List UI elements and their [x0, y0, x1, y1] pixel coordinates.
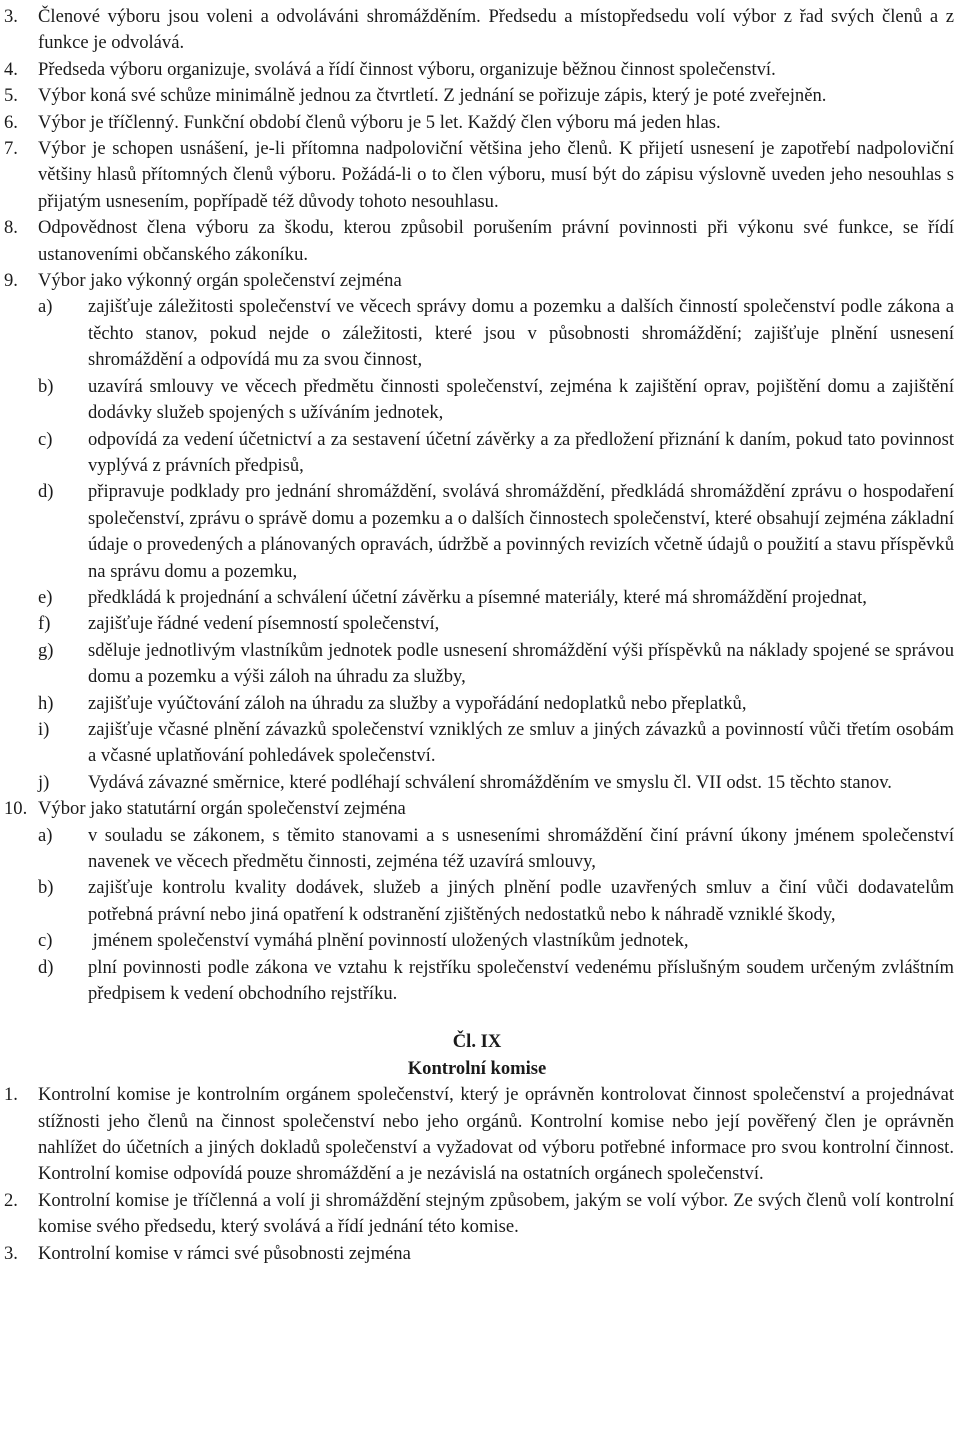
item-number: 6.	[4, 111, 18, 133]
item-text: Kontrolní komise je kontrolním orgánem společenství, který je oprávněn kontrolovat činnost společenství a projednávat stížnosti jeho členů na činnost společenství nebo jeho orgánů. Kontrolní komise nebo její pověřený člen je oprávněn nahlížet do účetních a jiných dokladů společenství a vyžadovat od výboru potřebné informace pro svou kontrolní činnost. Kontrolní komise odpovídá pouze shromáždění a je nezávislá na ostatních orgánech společenství.	[38, 1084, 954, 1185]
subitem-9i	[38, 717, 954, 770]
item-number: 7.	[4, 138, 18, 160]
subitem-10a	[38, 823, 954, 876]
paragraph-5	[0, 83, 954, 109]
subitem-letter: d)	[38, 481, 54, 503]
subitem-letter: e)	[38, 586, 53, 608]
subitem-letter: d)	[38, 956, 54, 978]
item-text: Výbor jako statutární orgán společenství zejména	[38, 798, 406, 820]
paragraph-8	[0, 215, 954, 268]
paragraph-9	[0, 268, 954, 294]
subitem-10b	[38, 875, 954, 928]
subitem-9h	[38, 691, 954, 717]
subitem-10d	[38, 955, 954, 1008]
subitem-letter: a)	[38, 824, 53, 846]
item-text: Výbor je tříčlenný. Funkční období členů výboru je 5 let. Každý člen výboru má jeden hlas.	[38, 111, 721, 133]
subitem-9a	[38, 294, 954, 373]
item-text: Členové výboru jsou voleni a odvoláváni shromážděním. Předsedu a místopředsedu volí výbor z řad svých členů a z funkce je odvolává.	[38, 6, 954, 54]
subitem-text: zajišťuje vyúčtování záloh na úhradu za služby a vypořádání nedoplatků nebo přeplatků,	[88, 692, 747, 714]
paragraph-4	[0, 57, 954, 83]
paragraph-3	[0, 4, 954, 57]
subitem-text: zajišťuje kontrolu kvality dodávek, služeb a jiných plnění podle uzavřených smluv a činí vůči dodavatelům potřebná právní nebo jiná opatření k odstranění zjištěných nedostatků nebo k náhradě vzniklé škody,	[88, 877, 954, 925]
item-text: Kontrolní komise v rámci své působnosti zejména	[38, 1242, 411, 1264]
subitem-letter: c)	[38, 930, 53, 952]
subitem-text: zajišťuje včasné plnění závazků společenství vzniklých ze smluv a jiných závazků a povinností vůči třetím osobám a včasné uplatňování pohledávek společenství.	[88, 718, 954, 767]
item-text: Výbor je schopen usnášení, je-li přítomna nadpoloviční většina jeho členů. K přijetí usnesení je zapotřebí nadpoloviční většiny hlasů přítomných členů výboru. Požádá-li o to člen výboru, musí být do zápisu výslovně uveden jeho nesouhlas s přijatým usnesením, popřípadě též důvody tohoto nesouhlasu.	[38, 138, 954, 212]
paragraph-ix-1	[0, 1082, 954, 1188]
paragraph-ix-2	[0, 1188, 954, 1241]
subitem-9c	[38, 427, 954, 480]
paragraph-10	[0, 796, 954, 822]
subitem-9f	[38, 611, 954, 637]
item-number: 3.	[4, 6, 18, 27]
subitem-text: v souladu se zákonem, s těmito stanovami a s usneseními shromáždění činí právní úkony jménem společenství navenek ve věcech předmětu činnosti, zejména též uzavírá smlouvy,	[88, 824, 954, 872]
subitem-text: plní povinnosti podle zákona ve vztahu k rejstříku společenství vedenému příslušným soudem určeným zvláštním předpisem k vedení obchodního rejstříku.	[88, 956, 954, 1005]
subitem-text: Vydává závazné směrnice, které podléhají schválení shromážděním ve smyslu čl. VII odst. 15 těchto stanov.	[88, 771, 892, 793]
subitem-9b	[38, 374, 954, 427]
subitem-text: zajišťuje řádné vedení písemností společenství,	[88, 613, 440, 635]
subitem-letter: b)	[38, 375, 54, 397]
item-text: Kontrolní komise je tříčlenná a volí ji shromáždění stejným způsobem, jakým se volí výbor. Ze svých členů volí kontrolní komise svého předsedu, který svolává a řídí jednání této komise.	[38, 1189, 954, 1238]
item-text: Výbor koná své schůze minimálně jednou za čtvrtletí. Z jednání se pořizuje zápis, který je poté zveřejněn.	[38, 85, 827, 107]
subitem-text: sděluje jednotlivým vlastníkům jednotek podle usnesení shromáždění výši příspěvků na náklady spojené se správou domu a pozemku a výši záloh na úhradu za služby,	[88, 639, 954, 688]
item-text: Odpovědnost člena výboru za škodu, kterou způsobil porušením právní povinnosti při výkonu své funkce, se řídí ustanoveními občanského zákoníku.	[38, 217, 954, 265]
item-number: 4.	[4, 58, 18, 80]
subitem-letter: c)	[38, 428, 53, 450]
item-number: 3.	[4, 1242, 18, 1264]
subitem-text: jménem společenství vymáhá plnění povinností uložených vlastníkům jednotek,	[88, 930, 689, 952]
item-number: 8.	[4, 217, 18, 239]
subitem-letter: i)	[38, 718, 50, 740]
subitem-letter: f)	[38, 613, 51, 635]
paragraph-7	[0, 136, 954, 215]
article-number: Čl. IX	[452, 1031, 502, 1053]
subitem-letter: j)	[38, 771, 50, 793]
paragraph-ix-3	[0, 1241, 954, 1267]
item-number: 10.	[4, 798, 28, 820]
subitem-9g	[38, 638, 954, 691]
article-title: Kontrolní komise	[407, 1057, 547, 1079]
subitem-text: připravuje podklady pro jednání shromáždění, svolává shromáždění, předkládá shromáždění zprávu o hospodaření společenství, zprávu o správě domu a pozemku a o dalších činnostech společenství, které obsahují zejména základní údaje o provedených a plánovaných opravách, údržbě a povinných revizích včetně údajů o použití a stavu příspěvků na správu domu a pozemku,	[88, 481, 954, 582]
subitem-10c	[38, 928, 954, 954]
item-number: 9.	[4, 270, 18, 292]
subitem-text: zajišťuje záležitosti společenství ve věcech správy domu a pozemku a dalších činností společenství podle zákona a těchto stanov, pokud nejde o záležitosti, které jsou v působnosti shromáždění; zajišťuje plnění usnesení shromáždění a odpovídá mu za svou činnost,	[88, 296, 954, 371]
item-number: 2.	[4, 1189, 18, 1211]
paragraph-6	[0, 110, 954, 136]
subitem-9e	[38, 585, 954, 611]
subitem-letter: b)	[38, 877, 54, 899]
subitem-9d	[38, 479, 954, 585]
subitem-letter: g)	[38, 639, 54, 661]
subitem-letter: h)	[38, 692, 54, 714]
item-text: Předseda výboru organizuje, svolává a řídí činnost výboru, organizuje běžnou činnost společenství.	[38, 58, 776, 80]
subitem-text: uzavírá smlouvy ve věcech předmětu činnosti společenství, zejména k zajištění oprav, pojištění domu a zajištění dodávky služeb spojených s užíváním jednotek,	[88, 375, 954, 424]
item-number: 5.	[4, 85, 18, 107]
item-text: Výbor jako výkonný orgán společenství zejména	[38, 270, 402, 292]
subitem-letter: a)	[38, 296, 53, 318]
subitem-9j	[38, 770, 954, 796]
subitem-text: předkládá k projednání a schválení účetní závěrku a písemné materiály, které má shromáždění projednat,	[88, 586, 867, 608]
subitem-text: odpovídá za vedení účetnictví a za sestavení účetní závěrky a za předložení přiznání k daním, pokud tato povinnost vyplývá z právních předpisů,	[88, 428, 954, 476]
item-number: 1.	[4, 1084, 18, 1106]
